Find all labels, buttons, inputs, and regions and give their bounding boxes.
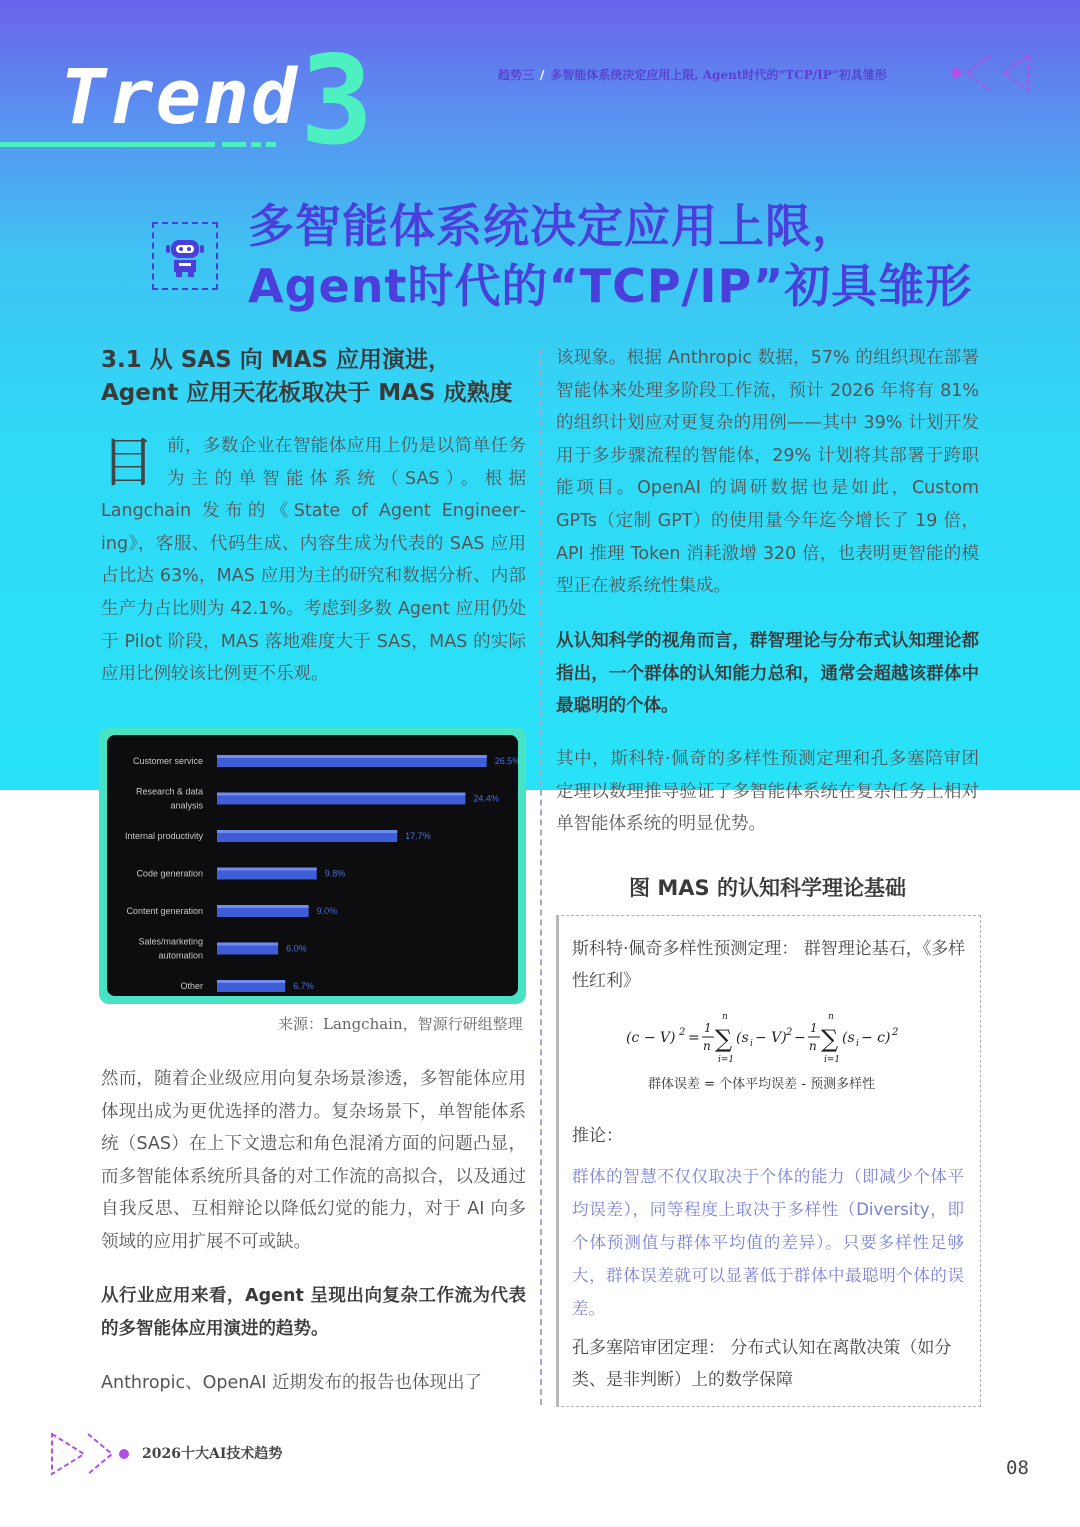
- svg-text:(c − V): (c − V): [626, 1030, 676, 1046]
- intro-paragraph: [101, 430, 526, 691]
- svg-text:−: −: [794, 1030, 806, 1046]
- svg-text:i: i: [856, 1039, 859, 1049]
- arrow-deco-icon: [946, 52, 1036, 96]
- trend-number: 3: [300, 30, 374, 172]
- bar-highlight: [217, 980, 285, 983]
- paragraph-industry-trend: 从行业应用来看，Agent 呈现出向复杂工作流为代表的多智能体应用演进的趋势。: [101, 1286, 526, 1339]
- paragraph-cognitive-science: 从认知科学的视角而言，群智理论与分布式认知理论都指出，一个群体的认知能力总和，通常会超越该群体中最聪明的个体。: [556, 631, 979, 717]
- bar-highlight: [217, 943, 278, 946]
- footer-arrow-icon: [50, 1430, 134, 1478]
- section-title: 3.1 从 SAS 向 MAS 应用演进， Agent 应用天花板取决于 MAS 成熟度: [101, 347, 513, 406]
- trend-underline: [0, 141, 300, 149]
- svg-text:i=1: i=1: [718, 1055, 735, 1065]
- breadcrumb: [498, 66, 887, 83]
- bar-highlight: [217, 755, 487, 758]
- trend-label: Trend: [60, 52, 299, 141]
- footer-title: 2026十大AI技术趋势: [142, 1446, 283, 1462]
- bar-category-label: automation: [158, 950, 203, 961]
- svg-text:1: 1: [704, 1021, 712, 1035]
- inference-text: 群体的智慧不仅仅取决于个体的能力（即减少个体平均误差），同等程度上取决于多样性（Diversity，即个体预测值与群体平均值的差异）。只要多样性足够大，群体误差就可以显著低于群体中最聪明个体的误差。: [572, 1167, 964, 1318]
- paragraph-complex-scenarios: 然而，随着企业级应用向复杂场景渗透，多智能体应用体现出成为更优选择的潜力。复杂场景下，单智能体系统（SAS）在上下文遗忘和角色混淆方面的问题凸显，而多智能体系统所具备的对工作流的高拟合，以及通过自我反思、互相辩论以降低幻觉的能力，对于 AI 向多领域的应用扩展不可或缺。: [101, 1069, 526, 1252]
- bar-category-label: Sales/marketing: [138, 936, 203, 947]
- bar-value-label: 9.8%: [324, 868, 346, 879]
- svg-text:i: i: [750, 1039, 753, 1049]
- paragraph-reports: Anthropic、OpenAI 近期发布的报告也体现出了: [101, 1373, 483, 1393]
- formula-caption: 群体误差 = 个体平均误差 - 预测多样性: [648, 1077, 876, 1092]
- robot-icon-frame: [152, 222, 218, 290]
- svg-text:(s: (s: [736, 1030, 749, 1046]
- breadcrumb-separator: /: [540, 68, 545, 82]
- svg-text:∑: ∑: [715, 1025, 733, 1053]
- svg-text:− V): − V): [755, 1030, 787, 1046]
- bar-highlight: [217, 793, 465, 796]
- svg-text:− c): − c): [861, 1030, 891, 1046]
- breadcrumb-title: 多智能体系统决定应用上限, Agent时代的“TCP/IP”初具雏形: [550, 68, 887, 82]
- paragraph-anthropic-openai: 该现象。根据 Anthropic 数据，57% 的组织现在部署智能体来处理多阶段工作流，预计 2026 年将有 81% 的组织计划应对更复杂的用例——其中 39% 计划开发用于多步骤流程的智能体，29% 计划将其部署于跨职能项目。OpenAI 的调研数据也是如此，Custom GPTs（定制 GPT）的使用量今年迄今增长了 19 倍，API 推理 Token 消耗激增 320 倍，也表明更智能的模型正在被系统性集成。: [556, 348, 979, 597]
- bar-category-label: Code generation: [136, 868, 203, 879]
- svg-text:(s: (s: [842, 1030, 855, 1046]
- svg-text:n: n: [828, 1012, 834, 1022]
- bar-value-label: 6.7%: [293, 981, 314, 991]
- bar-value-label: 9.0%: [316, 906, 338, 916]
- bar-value-label: 26.5%: [494, 756, 518, 766]
- bar-category-label: Content generation: [126, 906, 203, 916]
- robot-icon: [154, 224, 216, 288]
- column-divider: [540, 350, 542, 1405]
- diversity-prediction-formula: [626, 1012, 926, 1068]
- figure-title: 图 MAS 的认知科学理论基础: [629, 876, 906, 900]
- bar-category-label: Internal productivity: [124, 831, 203, 841]
- svg-text:=: =: [688, 1030, 700, 1046]
- bar-category-label: Research & data: [135, 786, 203, 797]
- bar-highlight: [217, 830, 397, 833]
- bar-chart-panel: [107, 735, 518, 996]
- svg-text:n: n: [722, 1012, 728, 1022]
- svg-text:n: n: [703, 1039, 711, 1053]
- dropcap: 目: [101, 431, 155, 494]
- svg-text:2: 2: [679, 1027, 686, 1038]
- svg-text:2: 2: [892, 1027, 899, 1038]
- chart-source: 来源：Langchain，智源行研组整理: [278, 1015, 523, 1033]
- bar-chart: [107, 735, 518, 996]
- bar-value-label: 17.7%: [405, 831, 431, 841]
- page-title-line2: Agent时代的“TCP/IP”初具雏形: [248, 259, 973, 313]
- svg-text:n: n: [809, 1039, 817, 1053]
- bar-value-label: 6.0%: [286, 943, 307, 954]
- inference-label: 推论：: [572, 1126, 623, 1146]
- bar-category-label: analysis: [170, 800, 203, 811]
- paragraph-theorems: 其中，斯科特·佩奇的多样性预测定理和孔多塞陪审团定理以数理推导验证了多智能体系统在复杂任务上相对单智能体系统的明显优势。: [556, 749, 979, 835]
- svg-text:∑: ∑: [821, 1025, 839, 1053]
- bar-category-label: Customer service: [132, 756, 203, 766]
- breadcrumb-section: 趋势三: [498, 68, 535, 82]
- condorcet-theorem-text: 孔多塞陪审团定理： 分布式认知在离散决策（如分类、是非判断）上的数学保障: [572, 1338, 952, 1390]
- intro-text: 前，多数企业在智能体应用上仍是以简单任务为主的单智能体系统（SAS）。根据 Langchain 发布的《State of Agent Engineering》，客服、代码生成、内容生成为代表的 SAS 应用占比达 63%，MAS 应用为主的研究和数据分析、内部生产力占比则为 42.1%。考虑到多数 Agent 应用仍处于 Pilot 阶段，MAS 落地难度大于 SAS，MAS 的实际应用比例较该比例更不乐观。: [101, 436, 526, 685]
- svg-text:i=1: i=1: [824, 1055, 841, 1065]
- bar-category-label: Other: [180, 981, 203, 991]
- svg-text:2: 2: [786, 1027, 793, 1038]
- diversity-theorem-heading: 斯科特·佩奇多样性预测定理： 群智理论基石，《多样性红利》: [572, 939, 966, 991]
- svg-text:1: 1: [810, 1021, 818, 1035]
- page-title-line1: 多智能体系统决定应用上限，: [248, 199, 859, 253]
- bar-highlight: [217, 905, 309, 908]
- bar-chart-frame: [99, 727, 526, 1004]
- bar-value-label: 24.4%: [473, 793, 499, 804]
- page-title: [248, 196, 972, 316]
- bar-highlight: [217, 868, 317, 871]
- page-number: 08: [1006, 1457, 1029, 1479]
